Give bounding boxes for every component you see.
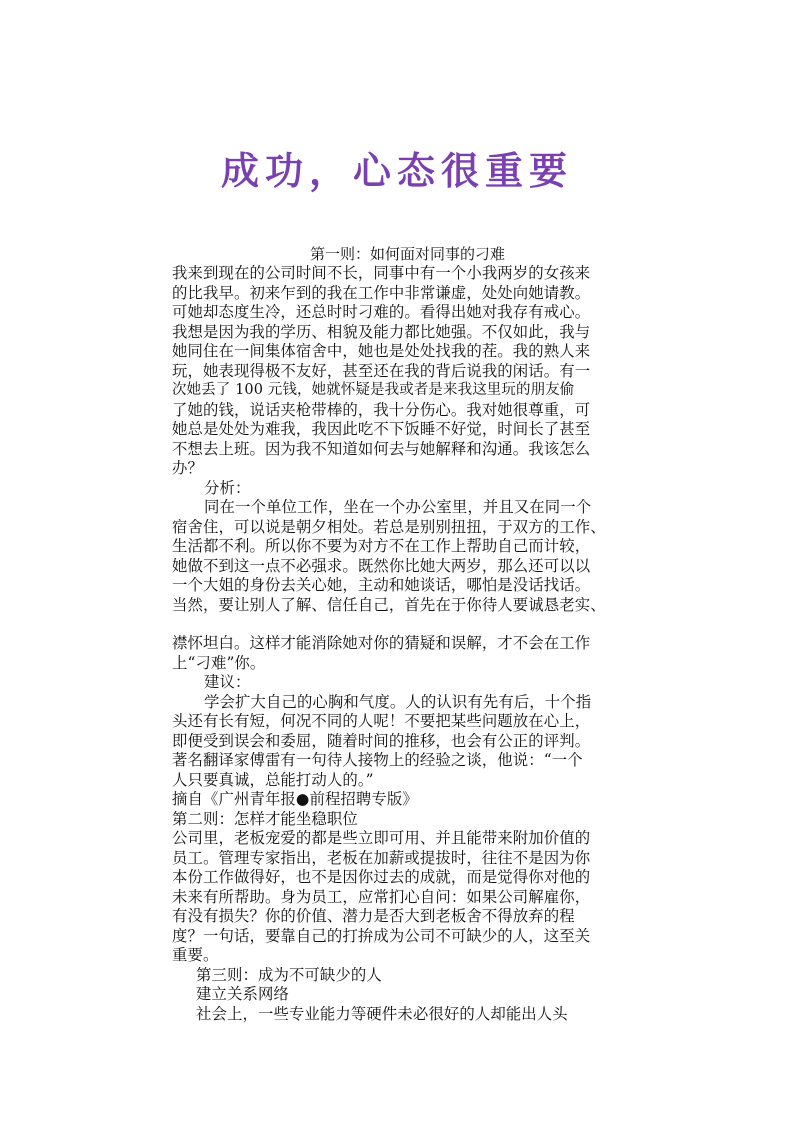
- section-2-heading: 第二则：怎样才能坐稳职位: [172, 809, 358, 828]
- story-line: 办？: [172, 459, 203, 477]
- story-line: 玩，她表现得极不友好，甚至还在我的背后说我的闲话。有一: [172, 361, 591, 380]
- story-line: 我来到现在的公司时间不长，同事中有一个小我两岁的女孩来: [172, 264, 591, 282]
- section-2-line: 有没有损失？你的价值、潜力是否大到老板舍不得放弃的程: [172, 907, 575, 925]
- story-line: 她总是处处为难我，我因此吃不下饭睡不好觉，时间长了甚至: [172, 420, 591, 438]
- story-line: 可她却态度生冷，还总时时刁难的。看得出她对我存有戒心。: [172, 303, 591, 321]
- advice-line: 即便受到误会和委屈，随着时间的推移，也会有公正的评判。: [172, 731, 591, 750]
- analysis-line: 宿舍住，可以说是朝夕相处。若总是别别扭扭，于双方的工作、: [172, 517, 606, 536]
- section-3-heading: 第三则：成为不可缺少的人: [196, 965, 382, 984]
- analysis-line: 上“刁难”你。: [172, 653, 266, 672]
- section-2-line: 重要。: [172, 946, 219, 964]
- story-line: 了她的钱，说话夹枪带棒的，我十分伤心。我对她很尊重，可: [172, 400, 591, 419]
- advice-line: 学会扩大自己的心胸和气度。人的认识有先有后，十个指: [204, 692, 592, 711]
- advice-line: 著名翻译家傅雷有一句待人接物上的经验之谈，他说：“一个: [172, 751, 583, 769]
- story-line: 我想是因为我的学历、相貌及能力都比她强。不仅如此，我与: [172, 322, 591, 341]
- analysis-line: 一个大姐的身份去关心她，主动和她谈话，哪怕是没话找话。: [172, 576, 591, 594]
- advice-line: 头还有长有短，何况不同的人呢！不要把某些问题放在心上，: [172, 712, 591, 730]
- section-1-heading: 第一则：如何面对同事的刁难: [310, 245, 506, 263]
- section-1-story: [172, 264, 620, 615]
- section-2-line: 公司里，老板宠爱的都是些立即可用、并且能带来附加价值的: [172, 829, 591, 847]
- section-2-line: 员工。管理专家指出，老板在加薪或提拔时，往往不是因为你: [172, 848, 591, 867]
- source-citation: 摘自《广州青年报●前程招聘专版》: [172, 790, 418, 808]
- story-line: 她同住在一间集体宿舍中，她也是处处找我的茬。我的熟人来: [172, 342, 591, 360]
- story-line: 的比我早。初来乍到的我在工作中非常谦虚，处处向她请教。: [172, 283, 591, 302]
- analysis-line: 同在一个单位工作，坐在一个办公室里，并且又在同一个: [204, 498, 592, 516]
- analysis-line: 她做不到这一点不必强求。既然你比她大两岁，那么还可以以: [172, 556, 591, 575]
- section-3-line: 社会上，一些专业能力等硬件未必很好的人却能出人头: [196, 1004, 568, 1023]
- section-1-continued: [172, 634, 620, 1024]
- section-2-line: 度？一句话，要靠自己的打拚成为公司不可缺少的人，这至关: [172, 926, 591, 945]
- analysis-label: 分析：: [204, 478, 251, 497]
- section-3-subheading: 建立关系网络: [196, 985, 289, 1003]
- advice-label: 建议：: [204, 673, 251, 691]
- analysis-line: 襟怀坦白。这样才能消除她对你的猜疑和误解，才不会在工作: [172, 634, 591, 652]
- story-line: 次她丢了 100 元钱，她就怀疑是我或者是来我这里玩的朋友偷: [172, 382, 575, 398]
- analysis-line: 生活都不利。所以你不要为对方不在工作上帮助自己而计较，: [172, 537, 591, 555]
- analysis-line: 当然，要让别人了解、信任自己，首先在于你待人要诚恳老实、: [172, 595, 606, 614]
- story-line: 不想去上班。因为我不知道如何去与她解释和沟通。我该怎么: [172, 439, 591, 458]
- section-2-line: 本份工作做得好，也不是因你过去的成就，而是觉得你对他的: [172, 868, 591, 886]
- document-title: 成功，心态很重要: [220, 149, 573, 193]
- section-2-line: 未来有所帮助。身为员工，应常扪心自问：如果公司解雇你，: [172, 887, 591, 906]
- advice-line: 人只要真诚，总能打动人的。”: [172, 770, 374, 789]
